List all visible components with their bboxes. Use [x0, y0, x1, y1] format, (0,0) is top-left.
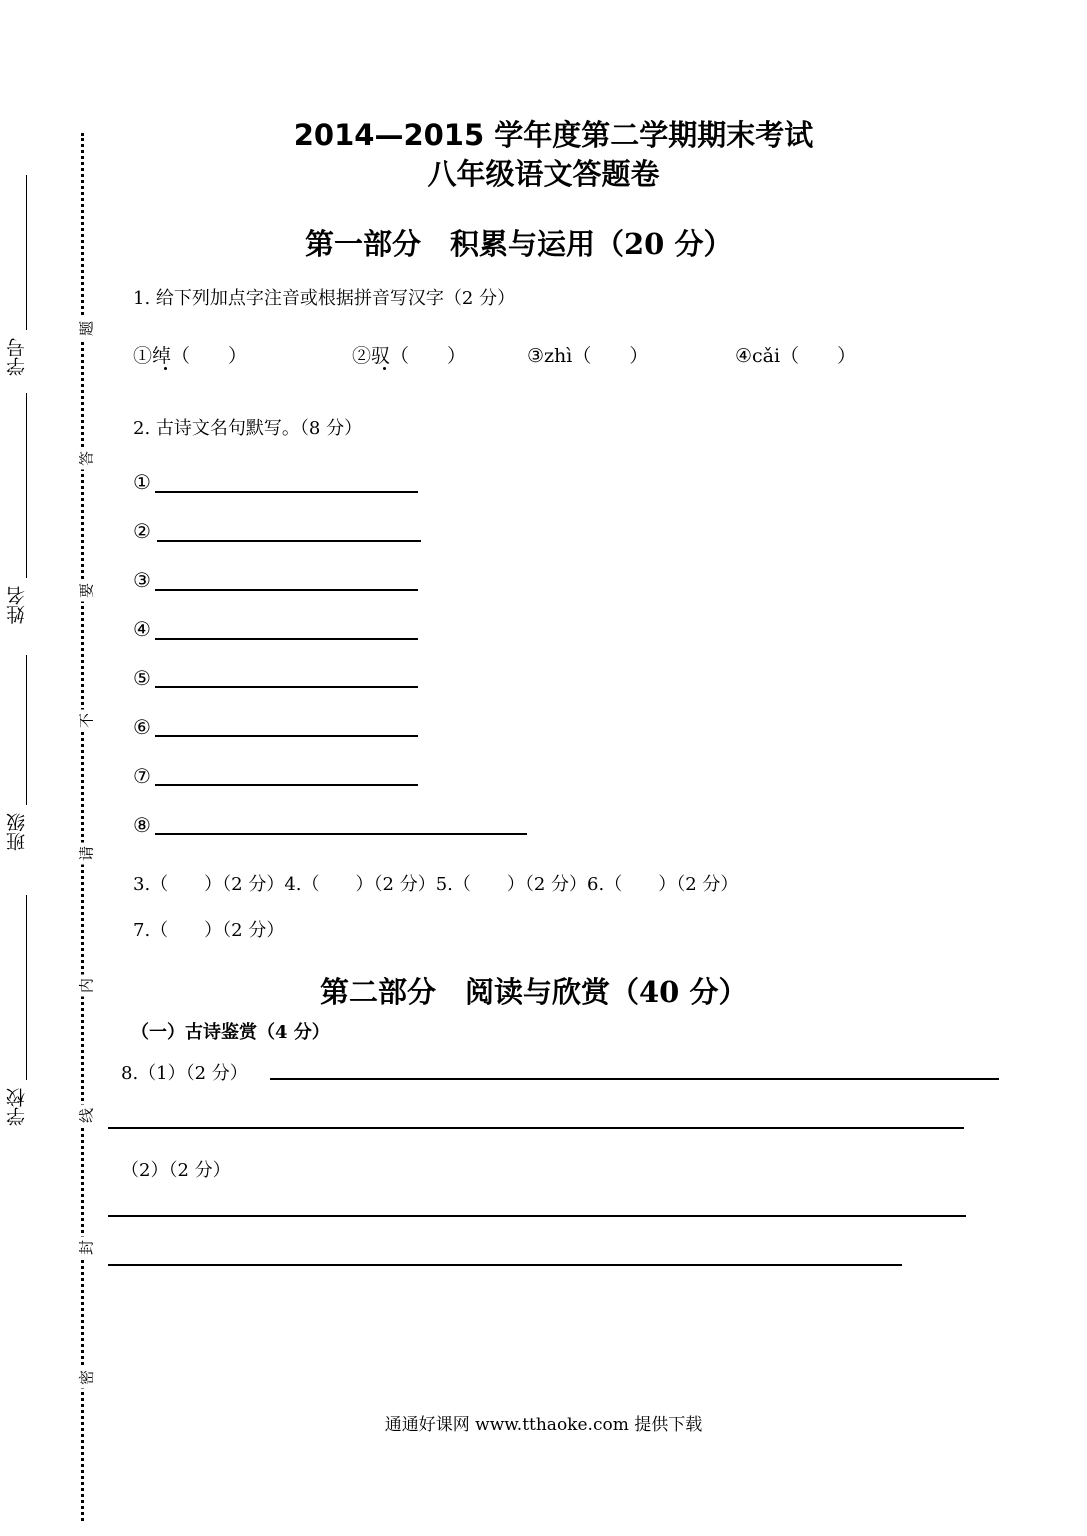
seal-char-1: 题: [76, 318, 97, 340]
q2-marker-1: ①: [133, 470, 151, 494]
seal-char-8: 封: [76, 1237, 97, 1259]
q2-marker-2: ②: [133, 519, 151, 543]
answer-line[interactable]: [155, 735, 418, 737]
answer-line[interactable]: [270, 1078, 999, 1080]
seal-char-3: 要: [76, 580, 97, 602]
answer-line[interactable]: [155, 833, 527, 835]
answer-line[interactable]: [155, 638, 418, 640]
q2-marker-6: ⑥: [133, 715, 151, 739]
class-label: 班级: [6, 813, 28, 851]
q8-1-label: 8.（1）（2 分）: [121, 1063, 248, 1084]
class-line: [26, 655, 27, 805]
q1-prompt: 1. 给下列加点字注音或根据拼音写汉字（2 分）: [133, 288, 516, 309]
q1-item-1: ①绰（ ）: [133, 345, 248, 367]
q2-marker-8: ⑧: [133, 813, 151, 837]
q7-line: 7.（ ）（2 分）: [133, 920, 285, 941]
emphasis-dot: [383, 367, 386, 370]
q1-item-4: ④cǎi（ ）: [735, 345, 857, 367]
answer-line[interactable]: [155, 686, 418, 688]
school-label: 学校: [6, 1088, 28, 1126]
exam-title: 2014—2015 学年度第二学期期末考试: [293, 118, 814, 152]
answer-line[interactable]: [155, 784, 418, 786]
name-label: 姓名: [6, 586, 28, 624]
q3-6-line: 3.（ ）（2 分）4.（ ）（2 分）5.（ ）（2 分）6.（ ）（2 分）: [133, 874, 739, 895]
q2-marker-5: ⑤: [133, 666, 151, 690]
seal-char-7: 线: [76, 1105, 97, 1127]
student-id-label: 学号: [6, 338, 28, 376]
emphasis-dot: [164, 367, 167, 370]
q2-marker-3: ③: [133, 568, 151, 592]
part2-heading: 第二部分 阅读与欣赏（40 分）: [320, 975, 748, 1009]
answer-line[interactable]: [108, 1215, 966, 1217]
seal-char-5: 请: [76, 843, 97, 865]
answer-line[interactable]: [155, 589, 418, 591]
seal-char-2: 答: [76, 448, 97, 470]
binding-dotted-line: [81, 133, 84, 1521]
exam-subtitle: 八年级语文答题卷: [427, 157, 660, 191]
section1-heading: （一）古诗鉴赏（4 分）: [131, 1022, 330, 1043]
answer-line[interactable]: [155, 491, 418, 493]
seal-char-4: 不: [76, 710, 97, 732]
school-line: [26, 895, 27, 1080]
answer-line[interactable]: [108, 1127, 964, 1129]
q8-2-label: （2）（2 分）: [121, 1160, 231, 1181]
student-id-line: [26, 175, 27, 330]
q1-item-2: ②驭（ ）: [352, 345, 467, 367]
q2-prompt: 2. 古诗文名句默写。（8 分）: [133, 418, 363, 439]
answer-line[interactable]: [157, 540, 421, 542]
seal-char-6: 内: [76, 975, 97, 997]
q2-marker-7: ⑦: [133, 764, 151, 788]
q1-item-3: ③zhì（ ）: [527, 345, 649, 367]
q2-marker-4: ④: [133, 617, 151, 641]
footer-text: 通通好课网 www.tthaoke.com 提供下载: [384, 1415, 703, 1435]
seal-char-9: 密: [76, 1367, 97, 1389]
part1-heading: 第一部分 积累与运用（20 分）: [305, 227, 733, 261]
answer-line[interactable]: [108, 1264, 902, 1266]
name-line: [26, 393, 27, 578]
